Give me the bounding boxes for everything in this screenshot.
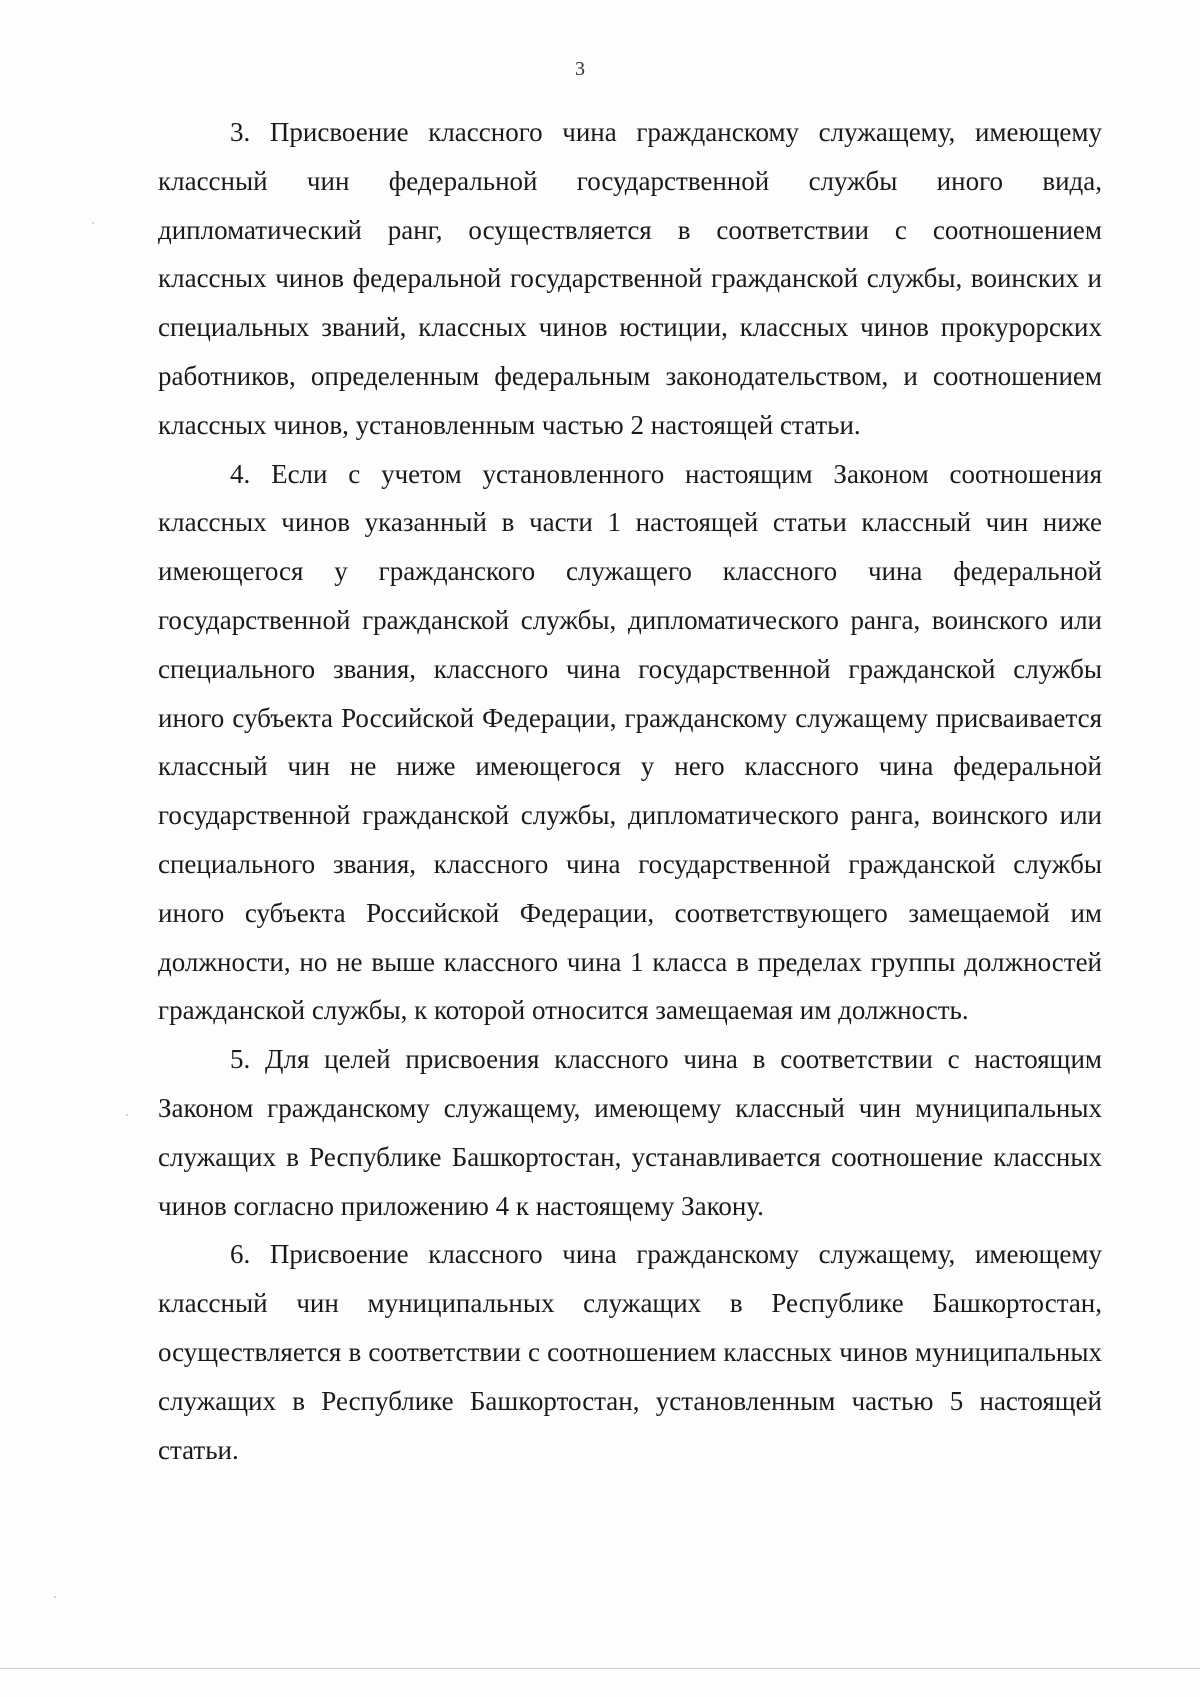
- document-body: [158, 108, 1102, 1474]
- scan-speck: [54, 1596, 56, 1598]
- paragraph-3: 3. Присвоение классного чина гражданскому служащему, имеющему классный чин федеральной государственной службы иного вида, дипломатический ранг, осуществляется в соответствии с соотношением классных чинов федеральной государственной гражданской службы, воинских и специальных званий, классных чинов юстиции, классных чинов прокурорских работников, определенным федеральным законодательством, и соотношением классных чинов, установленным частью 2 настоящей статьи.: [158, 117, 1102, 440]
- paragraph-4: 4. Если с учетом установленного настоящим Законом соотношения классных чинов указанный в части 1 настоящей статьи классный чин ниже имеющегося у гражданского служащего классного чина федеральной государственной гражданской службы, дипломатического ранга, воинского или специального звания, классного чина государственной гражданской службы иного субъекта Российской Федерации, гражданскому служащему присваивается классный чин не ниже имеющегося у него классного чина федеральной государственной гражданской службы, дипломатического ранга, воинского или специального звания, классного чина государственной гражданской службы иного субъекта Российской Федерации, соответствующего замещаемой им должности, но не выше классного чина 1 класса в пределах группы должностей гражданской службы, к которой относится замещаемая им должность.: [158, 458, 1102, 1026]
- scan-speck: [126, 1114, 128, 1116]
- paragraph-6: 6. Присвоение классного чина гражданскому служащему, имеющему классный чин муниципальных служащих в Республике Башкортостан, осуществляется в соответствии с соотношением классных чинов муниципальных служащих в Республике Башкортостан, установленным частью 5 настоящей статьи.: [158, 1239, 1102, 1465]
- paragraph-5: 5. Для целей присвоения классного чина в соответствии с настоящим Законом гражданскому служащему, имеющему классный чин муниципальных служащих в Республике Башкортостан, устанавливается соотношение классных чинов согласно приложению 4 к настоящему Закону.: [158, 1044, 1102, 1221]
- page-number: 3: [575, 58, 585, 80]
- scan-edge-line: [0, 1668, 1200, 1669]
- scan-speck: [92, 222, 94, 224]
